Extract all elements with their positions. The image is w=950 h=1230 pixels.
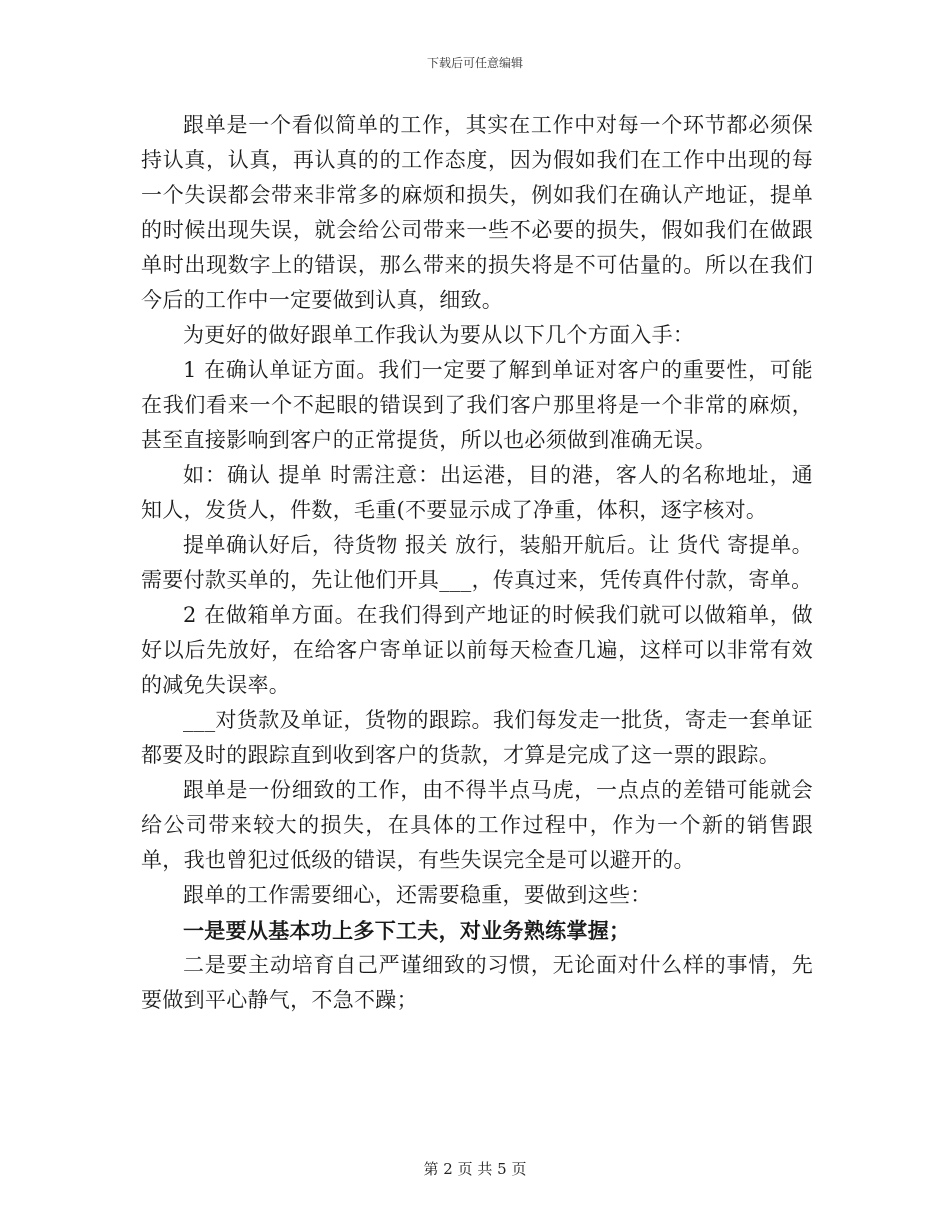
paragraph-requirement-2: 二是要主动培育自己严谨细致的习惯，无论面对什么样的事情，先要做到平心静气，不急不躁； (141, 953, 813, 1012)
paragraph-requirement-1: 一是要从基本功上多下工夫，对业务熟练掌握； (183, 918, 631, 943)
paragraph-point-1: 1 在确认单证方面。我们一定要了解到单证对客户的重要性，可能在我们看来一个不起眼的错误到了我们客户那里将是一个非常的麻烦，甚至直接影响到客户的正常提货，所以也必须做到准确无误。 (141, 358, 813, 452)
paragraph-bl-check: 如：确认 提单 时需注意：出运港，目的港，客人的名称地址，通知人，发货人，件数，毛重(不要显示成了净重，体积，逐字核对。 (141, 463, 813, 522)
document-body (141, 108, 813, 1018)
page-number: 第 2 页 共 5 页 (423, 1160, 527, 1178)
paragraph-aspects-lead: 为更好的做好跟单工作我认为要从以下几个方面入手： (183, 323, 695, 347)
header-note: 下载后可任意编辑 (426, 56, 523, 70)
paragraph-bl-after: 提单确认好后，待货物 报关 放行，装船开航后。让 货代 寄提单。需要付款买单的，先让他们开具___，传真过来，凭传真件付款，寄单。 (141, 533, 813, 592)
paragraph-intro: 跟单是一个看似简单的工作，其实在工作中对每一个环节都必须保持认真，认真，再认真的的工作态度，因为假如我们在工作中出现的每一个失误都会带来非常多的麻烦和损失，例如我们在确认产地证，提单 的时候出现失误，就会给公司带来一些不必要的损失，假如我们在做跟单时出现数字上的错误，那么带来的损失将是不可估量的。所以在我们今后的工作中一定要做到认真，细致。 (141, 113, 813, 312)
paragraph-point-2: 2 在做箱单方面。在我们得到产地证的时候我们就可以做箱单，做好以后先放好，在给客户寄单证以前每天检查几遍，这样可以非常有效的减免失误率。 (141, 603, 813, 697)
paragraph-point-3: ___对货款及单证，货物的跟踪。我们每发走一批货，寄走一套单证都要及时的跟踪直到收到客户的货款，才算是完成了这一票的跟踪。 (141, 708, 813, 767)
paragraph-detail-work: 跟单是一份细致的工作，由不得半点马虎，一点点的差错可能就会给公司带来较大的损失，在具体的工作过程中，作为一个新的销售跟单，我也曾犯过低级的错误，有些失误完全是可以避开的。 (141, 778, 813, 872)
paragraph-requirements-lead: 跟单的工作需要细心，还需要稳重，要做到这些： (183, 883, 652, 907)
